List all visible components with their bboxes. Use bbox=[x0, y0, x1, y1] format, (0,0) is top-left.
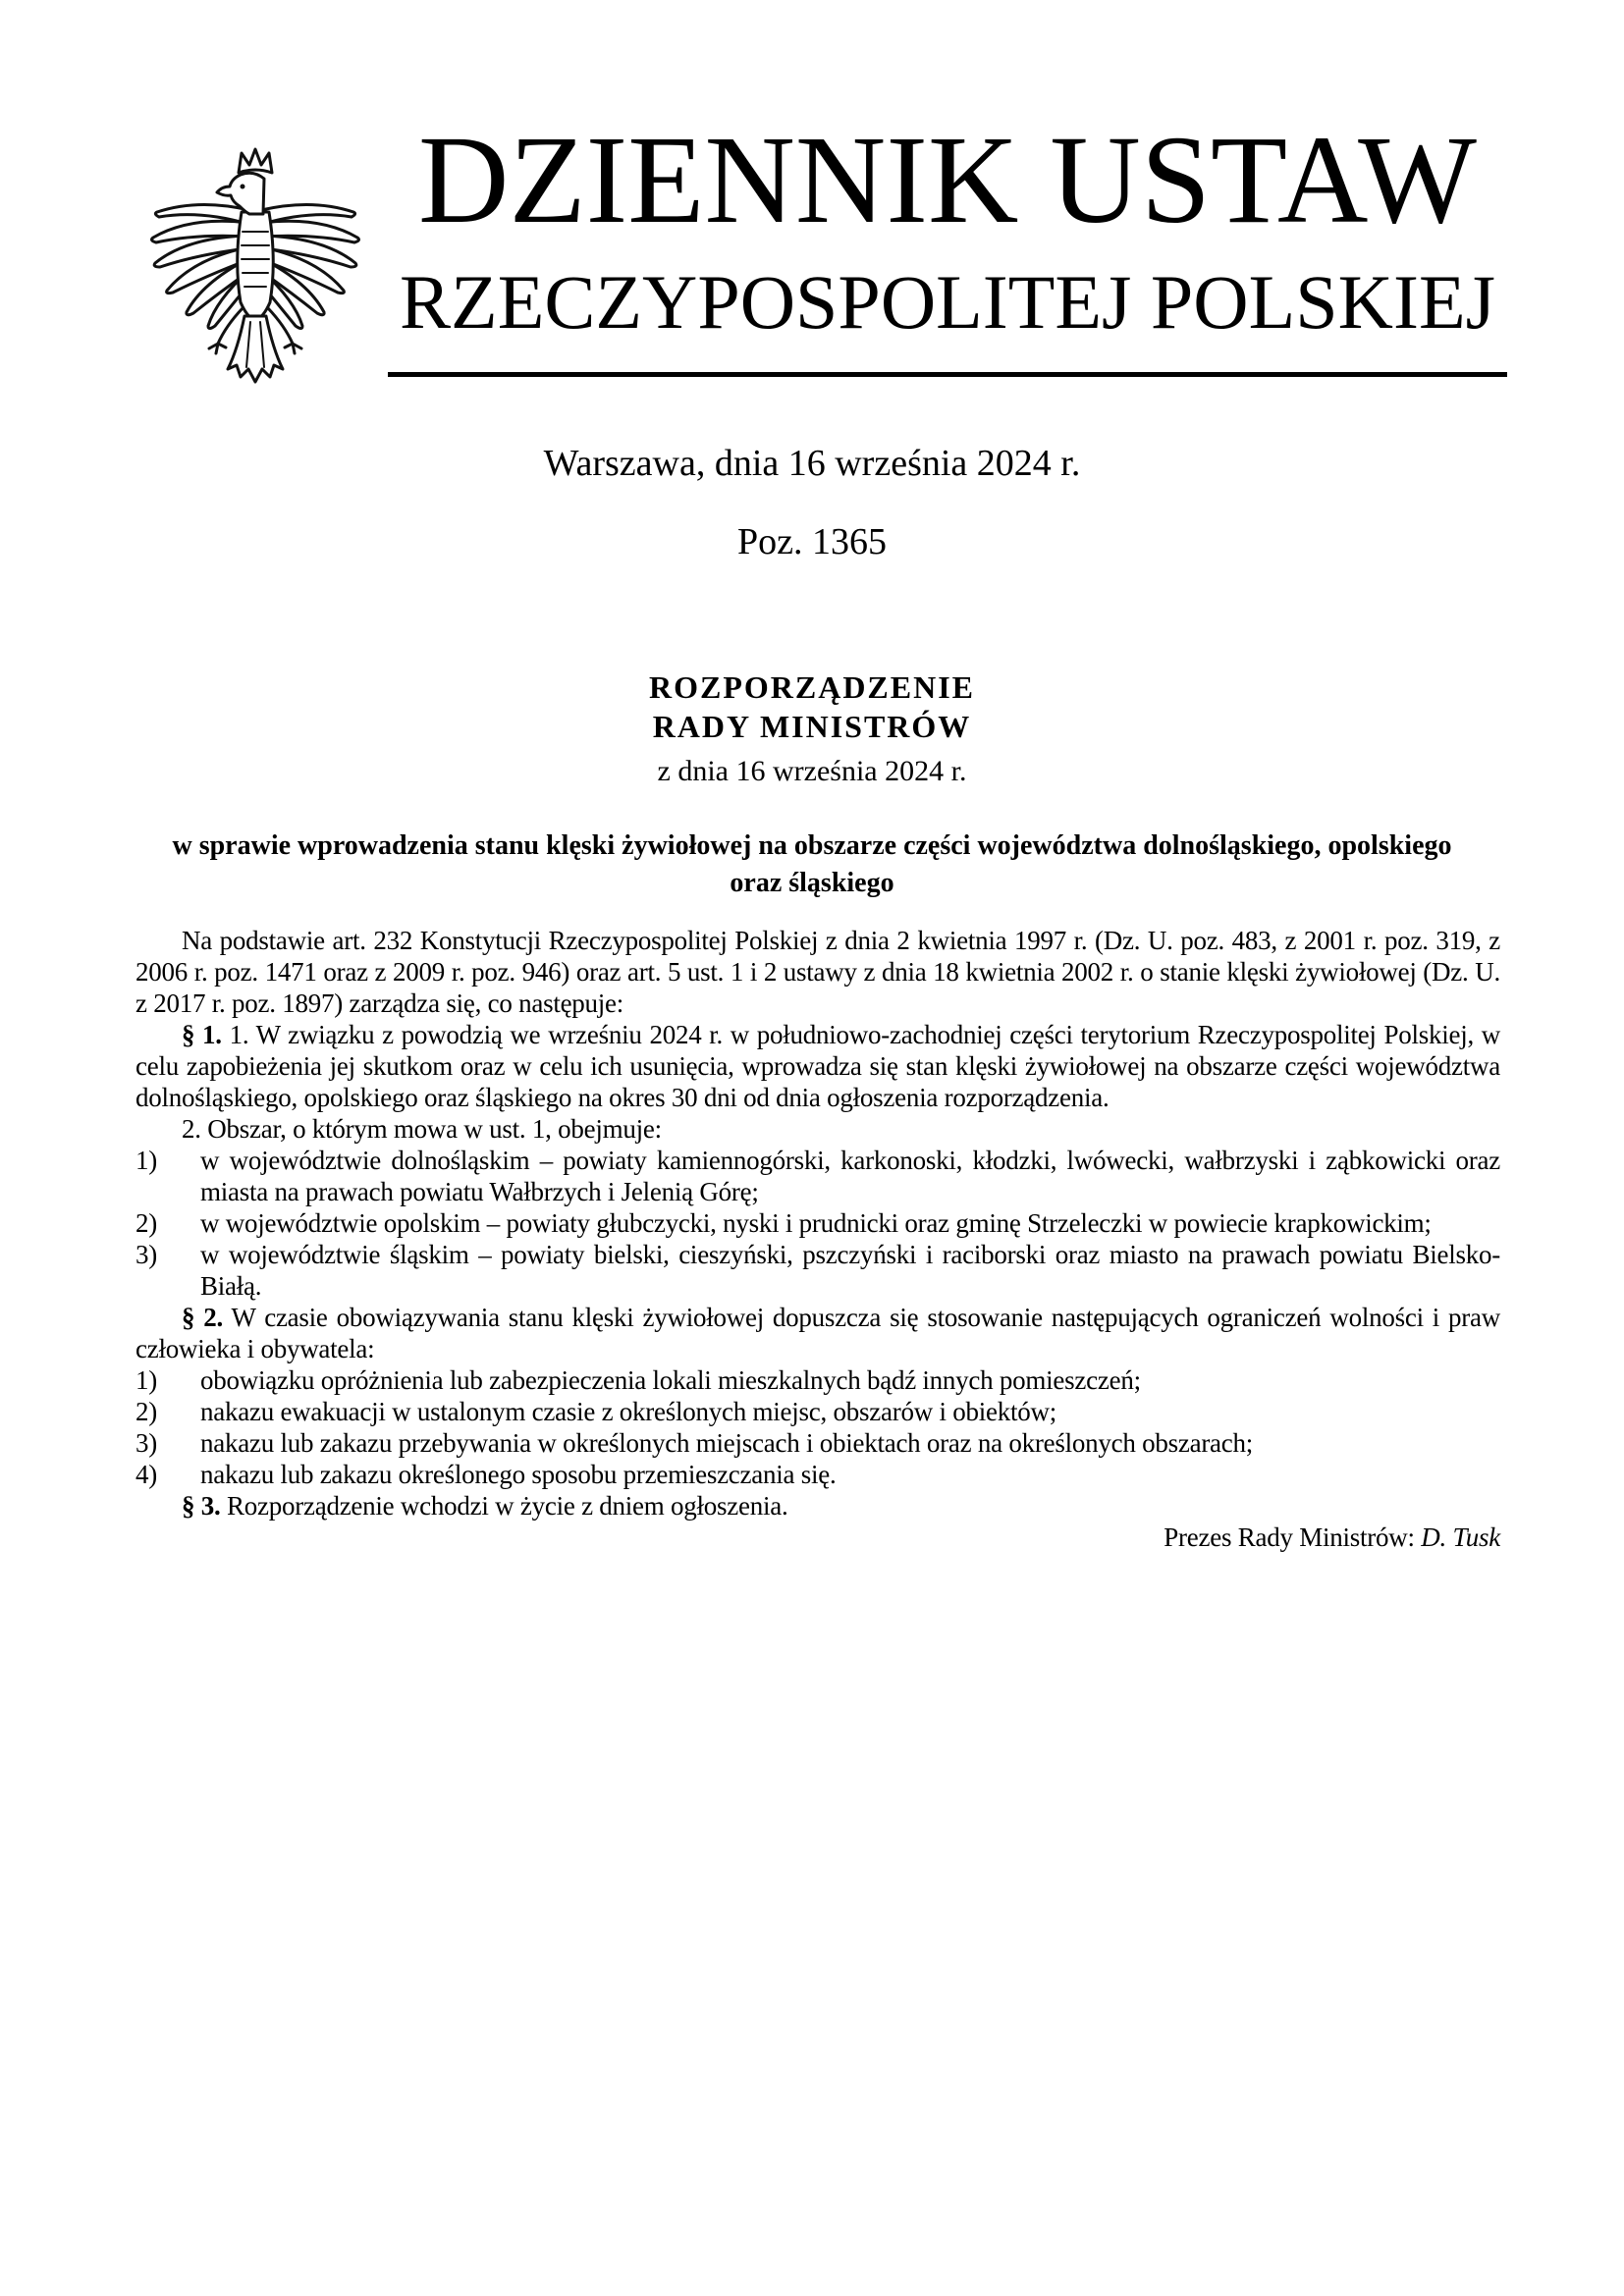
restriction-list-item-3 bbox=[135, 1427, 1500, 1459]
section-par-2 bbox=[135, 1302, 1500, 1364]
act-type: ROZPORZĄDZENIE bbox=[648, 669, 976, 705]
par-1-label: § 1. bbox=[182, 1020, 222, 1049]
document-body bbox=[135, 925, 1500, 1553]
list-text: obowiązku opróżnienia lub zabezpieczenia lokali mieszkalnych bądź innych pomieszczeń; bbox=[200, 1365, 1141, 1395]
list-number: 3) bbox=[135, 1240, 157, 1269]
list-text: w województwie opolskim – powiaty głubczycki, nyski i prudnicki oraz gminę Strzeleczki w powiecie krapkowickim; bbox=[200, 1208, 1432, 1238]
list-text: w województwie dolnośląskim – powiaty kamiennogórski, karkonoski, kłodzki, lwówecki, wałbrzyski i ząbkowicki oraz miasta na prawach powiatu Wałbrzych i Jelenią Górę; bbox=[200, 1146, 1500, 1206]
restriction-list-item-2 bbox=[135, 1396, 1500, 1427]
masthead-title: DZIENNIK USTAW bbox=[418, 110, 1477, 249]
section-par-1-ust-2: 2. Obszar, o którym mowa w ust. 1, obejmuje: bbox=[182, 1114, 662, 1144]
list-number: 2) bbox=[135, 1397, 157, 1426]
par-3-text: Rozporządzenie wchodzi w życie z dniem ogłoszenia. bbox=[227, 1491, 788, 1521]
masthead-divider bbox=[388, 372, 1507, 377]
section-par-3 bbox=[135, 1490, 1500, 1522]
polish-eagle-emblem bbox=[147, 143, 363, 391]
act-issuer: RADY MINISTRÓW bbox=[652, 709, 972, 744]
area-list-item-1 bbox=[135, 1145, 1500, 1207]
list-number: 4) bbox=[135, 1460, 157, 1489]
par-2-label: § 2. bbox=[182, 1303, 223, 1332]
list-text: w województwie śląskim – powiaty bielski, cieszyński, pszczyński i raciborski oraz miasto na prawach powiatu Bielsko-Białą. bbox=[200, 1240, 1500, 1301]
signature-line bbox=[135, 1522, 1500, 1553]
par-1-text: 1. W związku z powodzią we wrześniu 2024 r. w południowo-zachodniej części terytorium Rzeczypospolitej Polskiej, w celu zapobieżenia jej skutkom oraz w celu ich usunięcia, wprowadza się stan klęski żywiołowej na obszarze części województwa dolnośląskiego, opolskiego oraz śląskiego na okres 30 dni od dnia ogłoszenia rozporządzenia. bbox=[135, 1020, 1501, 1112]
restriction-list-item-4 bbox=[135, 1459, 1500, 1490]
area-list-item-3 bbox=[135, 1239, 1500, 1302]
act-date: z dnia 16 września 2024 r. bbox=[657, 755, 967, 787]
list-number: 2) bbox=[135, 1208, 157, 1238]
par-2-text: W czasie obowiązywania stanu klęski żywiołowej dopuszcza się stosowanie następujących ograniczeń wolności i praw człowieka i obywatela: bbox=[135, 1303, 1501, 1363]
preamble: Na podstawie art. 232 Konstytucji Rzeczypospolitej Polskiej z dnia 2 kwietnia 1997 r. (Dz. U. poz. 483, z 2001 r. poz. 319, z 2006 r. poz. 1471 oraz z 2009 r. poz. 946) oraz art. 5 ust. 1 i 2 ustawy z dnia 18 kwietnia 2002 r. o stanie klęski żywiołowej (Dz. U. z 2017 r. poz. 1897) zarządza się, co następuje: bbox=[135, 926, 1500, 1018]
section-par-1 bbox=[135, 1019, 1500, 1113]
list-text: nakazu lub zakazu określonego sposobu przemieszczania się. bbox=[200, 1460, 837, 1489]
masthead-subtitle: RZECZYPOSPOLITEJ POLSKIEJ bbox=[400, 259, 1495, 345]
position-number: Poz. 1365 bbox=[737, 521, 887, 562]
act-subject: w sprawie wprowadzenia stanu klęski żywiołowej na obszarze części województwa dolnośląskiego, opolskiego oraz śląskiego bbox=[172, 830, 1452, 898]
list-number: 1) bbox=[135, 1146, 157, 1175]
dateline: Warszawa, dnia 16 września 2024 r. bbox=[543, 443, 1081, 484]
list-text: nakazu lub zakazu przebywania w określonych miejscach i obiektach oraz na określonych obszarach; bbox=[200, 1428, 1254, 1458]
list-text: nakazu ewakuacji w ustalonym czasie z określonych miejsc, obszarów i obiektów; bbox=[200, 1397, 1056, 1426]
par-3-label: § 3. bbox=[182, 1491, 221, 1521]
signature-name: D. Tusk bbox=[1421, 1522, 1500, 1552]
list-number: 1) bbox=[135, 1365, 157, 1395]
area-list-item-2 bbox=[135, 1207, 1500, 1239]
restriction-list-item-1 bbox=[135, 1364, 1500, 1396]
signature-role: Prezes Rady Ministrów: bbox=[1164, 1522, 1415, 1552]
list-number: 3) bbox=[135, 1428, 157, 1458]
